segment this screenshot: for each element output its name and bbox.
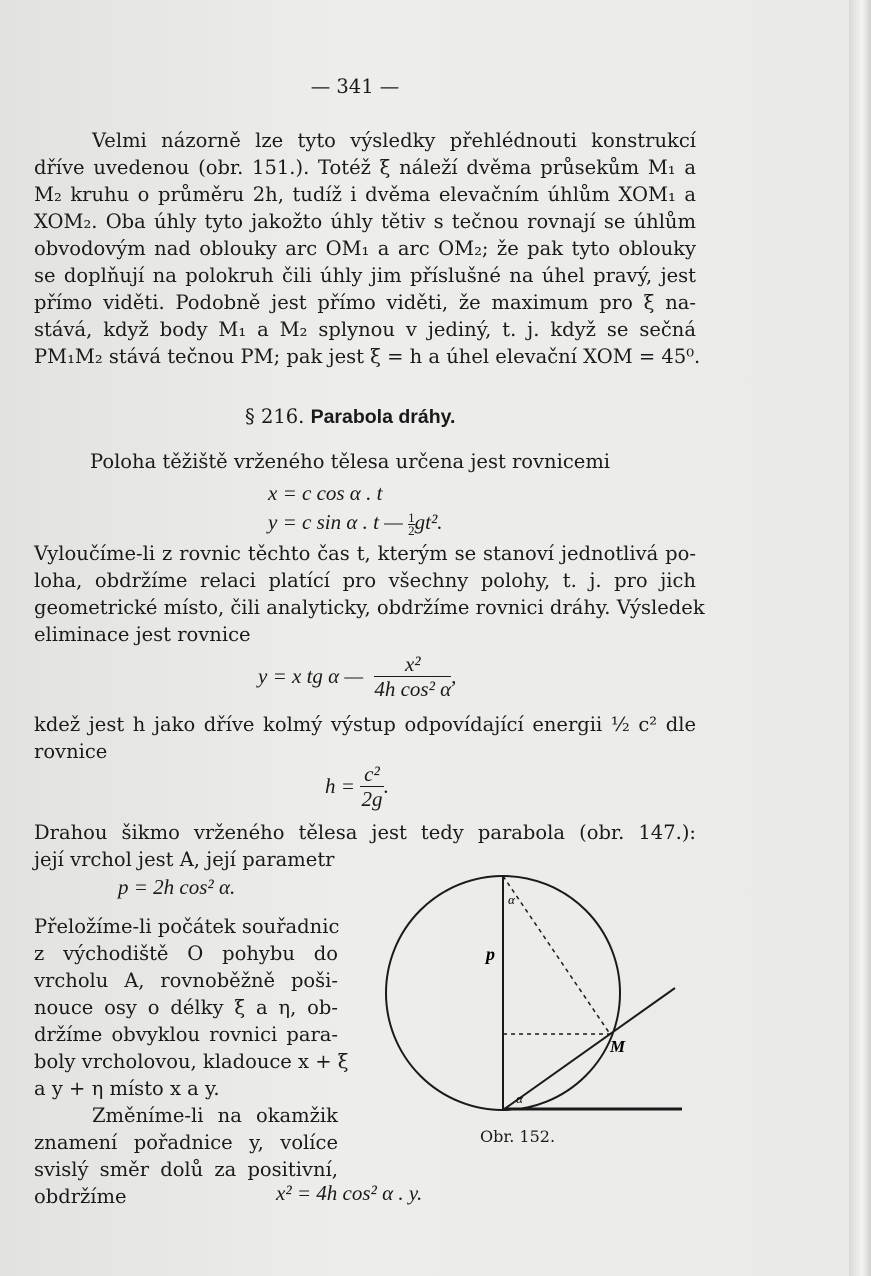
figure-tangent-line (503, 988, 675, 1110)
para1-line-9: PM₁M₂ stává tečnou PM; pak jest ξ = h a úhel elevační XOM = 45⁰. (34, 345, 701, 368)
figure-label-alpha-top: α (508, 892, 515, 907)
para6-line-1: Přeložíme-li počátek souřadnic (34, 915, 340, 938)
para6-line-8: Změníme-li na okamžik (92, 1104, 338, 1127)
equation-x: x = c cos α . t (268, 481, 383, 505)
equation-h-lhs: h = (325, 774, 355, 798)
para4-line-2: rovnice (34, 740, 108, 763)
equation-y-half-den: 2 (408, 522, 415, 538)
para6-line-2: z východiště O pohybu do (34, 942, 338, 965)
para3-line-3: geometrické místo, čili analyticky, obdržíme rovnici dráhy. Výsledek (34, 596, 705, 619)
equation-parabola-numerator: x² (374, 652, 451, 677)
para6-line-6: boly vrcholovou, kladouce x + ξ (34, 1050, 349, 1073)
para1-line-5: obvodovým nad oblouky arc OM₁ a arc OM₂; že pak tyto oblouky (34, 237, 696, 260)
equation-h-denominator: 2g (361, 787, 383, 811)
para3-line-2: loha, obdržíme relaci platící pro všechny polohy, t. j. pro jich (34, 569, 696, 592)
para5-line-1: Drahou šikmo vrženého tělesa jest tedy parabola (obr. 147.): (34, 821, 696, 844)
para6-line-5: držíme obvyklou rovnici para- (34, 1023, 338, 1046)
figure-caption: Obr. 152. (480, 1127, 556, 1146)
equation-parabola (258, 652, 456, 701)
para5-line-2: její vrchol jest A, její parametr (34, 848, 335, 871)
para2-intro: Poloha těžiště vrženého tělesa určena jest rovnicemi (90, 450, 611, 473)
section-title: Parabola dráhy. (310, 406, 456, 428)
section-sign: § 216. (245, 405, 305, 428)
figure-label-M: M (610, 1037, 626, 1056)
equation-parabola-tail: , (451, 664, 457, 688)
figure-dashed-chord (503, 876, 610, 1034)
equation-final: x² = 4h cos² α . y. (276, 1181, 423, 1205)
equation-y-tail: gt². (414, 510, 443, 534)
page-number: — 341 — (310, 75, 400, 98)
para6-line-7: a y + η místo x a y. (34, 1077, 220, 1100)
para3-line-4: eliminace jest rovnice (34, 623, 251, 646)
para6-line-3: vrcholu A, rovnoběžně poši- (34, 969, 338, 992)
para1-line-2: dříve uvedenou (obr. 151.). Totéž ξ náleží dvěma průsekům M₁ a (34, 156, 696, 179)
para1-line-7: přímo viděti. Podobně jest přímo viděti, že maximum pro ξ na- (34, 291, 696, 314)
section-heading (245, 404, 455, 430)
para4-line-1: kdež jest h jako dříve kolmý výstup odpovídající energii ½ c² dle (34, 713, 696, 736)
para6-line-10: svislý směr dolů za positivní, (34, 1158, 338, 1181)
figure-152 (370, 860, 690, 1150)
equation-h-tail: . (383, 774, 390, 798)
para1-line-4: XOM₂. Oba úhly tyto jakožto úhly tětiv s tečnou rovnají se úhlům (34, 210, 696, 233)
equation-p: p = 2h cos² α. (118, 875, 236, 899)
para3-line-1: Vyloučíme-li z rovnic těchto čas t, kterým se stanoví jednotlivá po- (34, 542, 696, 565)
equation-y-half-num: 1 (408, 509, 415, 525)
equation-parabola-denominator: 4h cos² α (374, 677, 452, 701)
para6-line-11: obdržíme (34, 1185, 127, 1208)
para1-line-3: M₂ kruhu o průměru 2h, tudíž i dvěma elevačním úhlům XOM₁ a (34, 183, 696, 206)
equation-y-main: y = c sin α . t — (268, 510, 409, 534)
equation-h-numerator: c² (360, 762, 384, 787)
figure-label-alpha-bottom: α (516, 1091, 523, 1106)
equation-y (268, 510, 443, 537)
figure-label-p: p (486, 944, 495, 964)
para1-line-8: stává, když body M₁ a M₂ splynou v jediný, t. j. když se sečná (34, 318, 696, 341)
para1-line-6: se doplňují na polokruh čili úhly jim příslušné na úhel pravý, jest (34, 264, 696, 287)
para1-line-1: Velmi názorně lze tyto výsledky přehlédnouti konstrukcí (92, 129, 696, 152)
equation-h (325, 762, 389, 811)
page-edge (849, 0, 871, 1276)
para6-line-4: nouce osy o délky ξ a η, ob- (34, 996, 338, 1019)
equation-parabola-lhs: y = x tg α — (258, 664, 364, 688)
para6-line-9: znamení pořadnice y, volíce (34, 1131, 338, 1154)
